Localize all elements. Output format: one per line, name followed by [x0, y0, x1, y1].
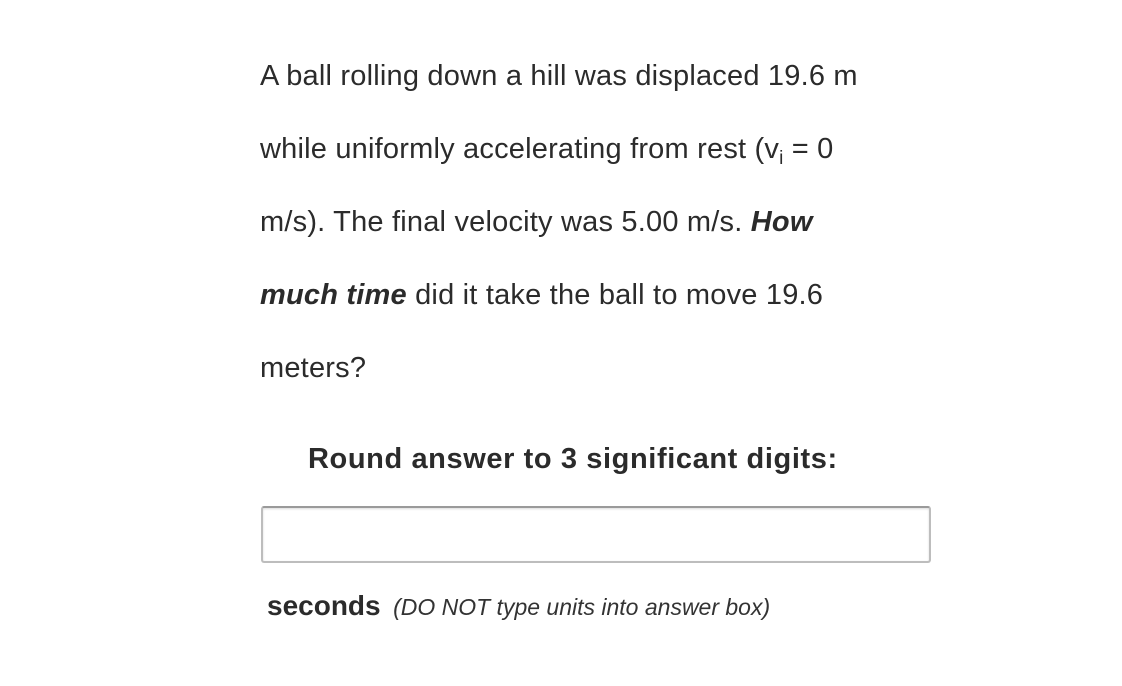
units-label: seconds [267, 590, 381, 621]
question-line-1: A ball rolling down a hill was displaced 19.6 m [260, 60, 858, 92]
units-note: (DO NOT type units into answer box) [393, 594, 771, 620]
units-row [267, 590, 770, 622]
rounding-instruction: Round answer to 3 significant digits: [308, 443, 838, 475]
question-line-5: meters? [260, 352, 367, 384]
emphasis-how: How [750, 206, 813, 238]
question-line-4: much time did it take the ball to move 19.6 [260, 279, 824, 311]
initial-velocity-subscript: i [779, 148, 784, 169]
question-line-3: m/s). The final velocity was 5.00 m/s. How [260, 206, 813, 238]
question-text [260, 40, 880, 405]
emphasis-much-time: much time [260, 279, 407, 311]
question-line-2: while uniformly accelerating from rest ($v_i = 0$ [260, 133, 834, 169]
answer-input[interactable] [261, 506, 931, 563]
